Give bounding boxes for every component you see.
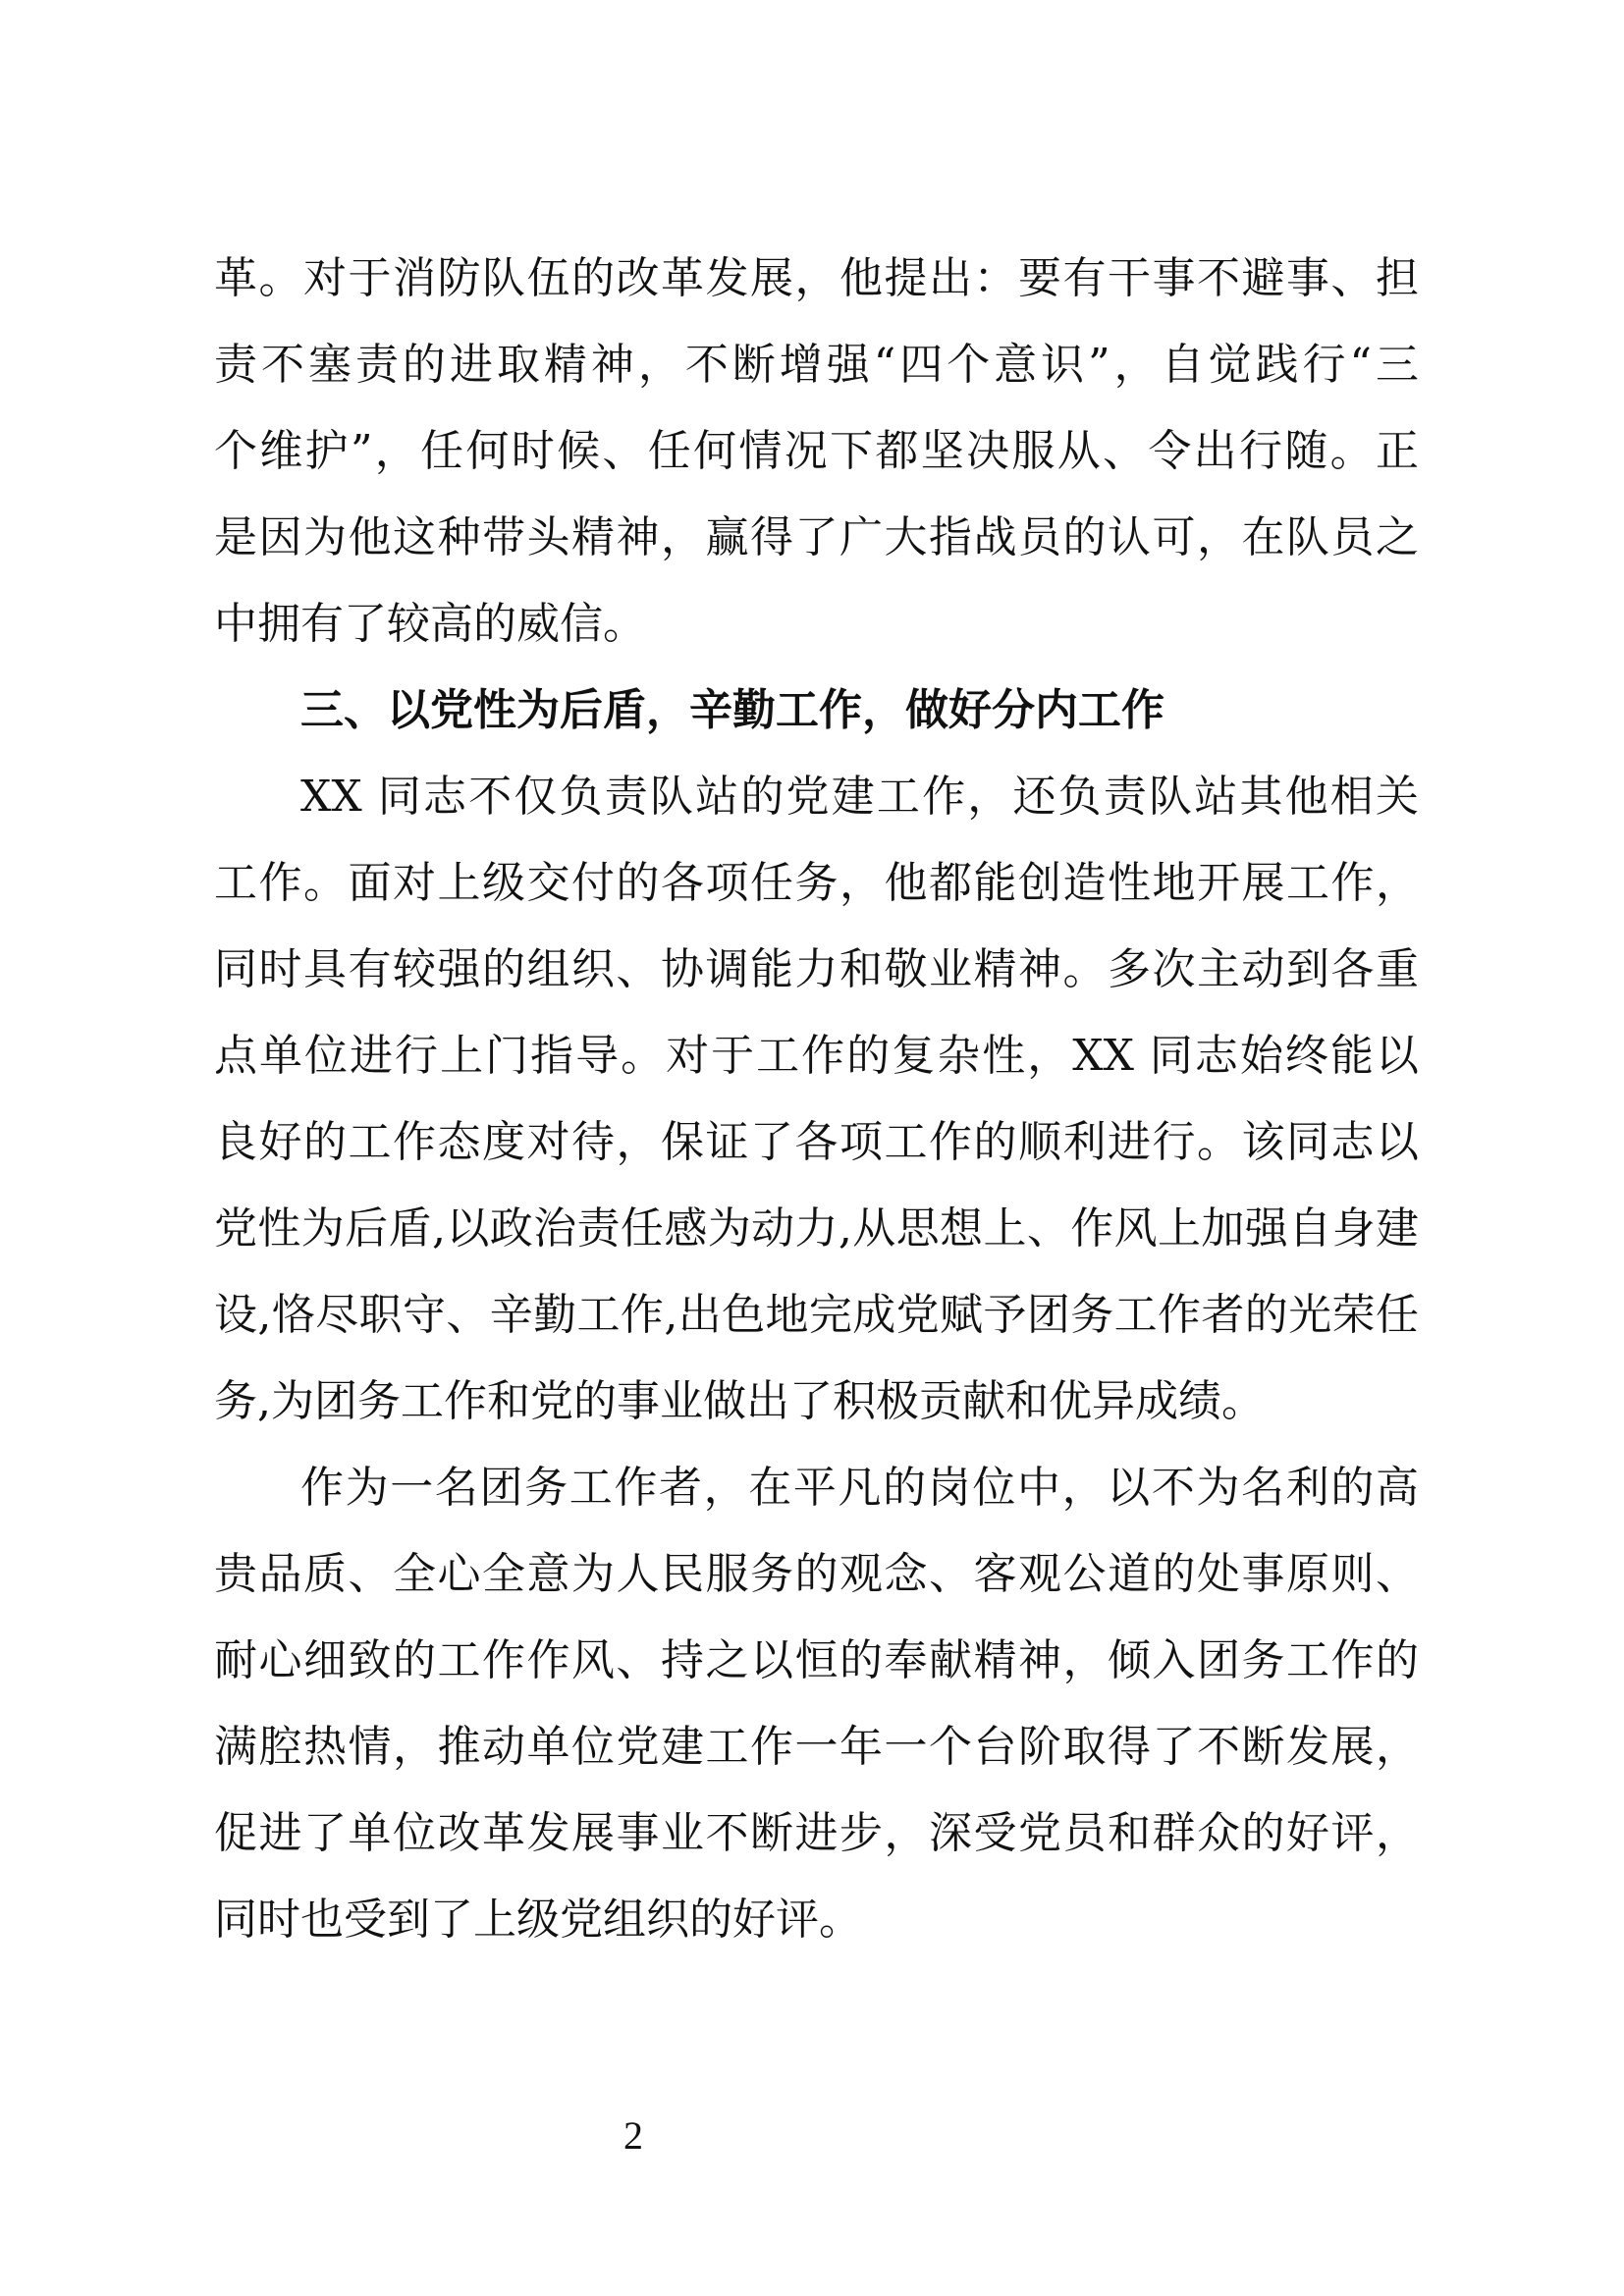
paragraph-continuation <box>214 236 1419 667</box>
body-text <box>214 236 1419 1963</box>
paragraph-duties <box>214 754 1419 1445</box>
text-line: 点单位进行上门指导。对于工作的复杂性，XX 同志始终能以 <box>214 1031 1419 1081</box>
text-line: 是因为他这种带头精神，赢得了广大指战员的认可，在队员之 <box>214 512 1419 562</box>
text-line: 革。对于消防队伍的改革发展，他提出：要有干事不避事、担 <box>214 253 1419 303</box>
section-heading: 三、以党性为后盾，辛勤工作，做好分内工作 <box>300 685 1164 735</box>
text-line: 设,恪尽职守、辛勤工作,出色地完成党赋予团务工作者的光荣任 <box>214 1290 1419 1340</box>
text-line: 党性为后盾,以政治责任感为动力,从思想上、作风上加强自身建 <box>214 1203 1419 1254</box>
text-line: 工作。面对上级交付的各项任务，他都能创造性地开展工作， <box>214 858 1419 908</box>
text-line: 务,为团务工作和党的事业做出了积极贡献和优异成绩。 <box>214 1376 1265 1426</box>
text-line: 促进了单位改革发展事业不断进步，深受党员和群众的好评， <box>214 1808 1419 1858</box>
text-line: 满腔热情，推动单位党建工作一年一个台阶取得了不断发展， <box>214 1722 1419 1772</box>
text-line: XX 同志不仅负责队站的党建工作，还负责队站其他相关 <box>300 772 1419 822</box>
text-line: 同时具有较强的组织、协调能力和敬业精神。多次主动到各重 <box>214 944 1419 994</box>
text-line: 个维护”，任何时候、任何情况下都坚决服从、令出行随。正 <box>214 426 1419 476</box>
text-line: 同时也受到了上级党组织的好评。 <box>214 1895 862 1945</box>
paragraph-summary <box>214 1445 1419 1963</box>
text-line: 责不塞责的进取精神，不断增强“四个意识”，自觉践行“三 <box>214 340 1419 390</box>
text-line: 耐心细致的工作作风、持之以恒的奉献精神，倾入团务工作的 <box>214 1635 1419 1685</box>
text-line: 贵品质、全心全意为人民服务的观念、客观公道的处事原则、 <box>214 1549 1419 1599</box>
page-number: 2 <box>623 2113 643 2158</box>
text-line: 作为一名团务工作者，在平凡的岗位中，以不为名利的高 <box>300 1463 1419 1513</box>
text-line: 良好的工作态度对待，保证了各项工作的顺利进行。该同志以 <box>214 1117 1419 1167</box>
text-line: 中拥有了较高的威信。 <box>214 599 646 649</box>
